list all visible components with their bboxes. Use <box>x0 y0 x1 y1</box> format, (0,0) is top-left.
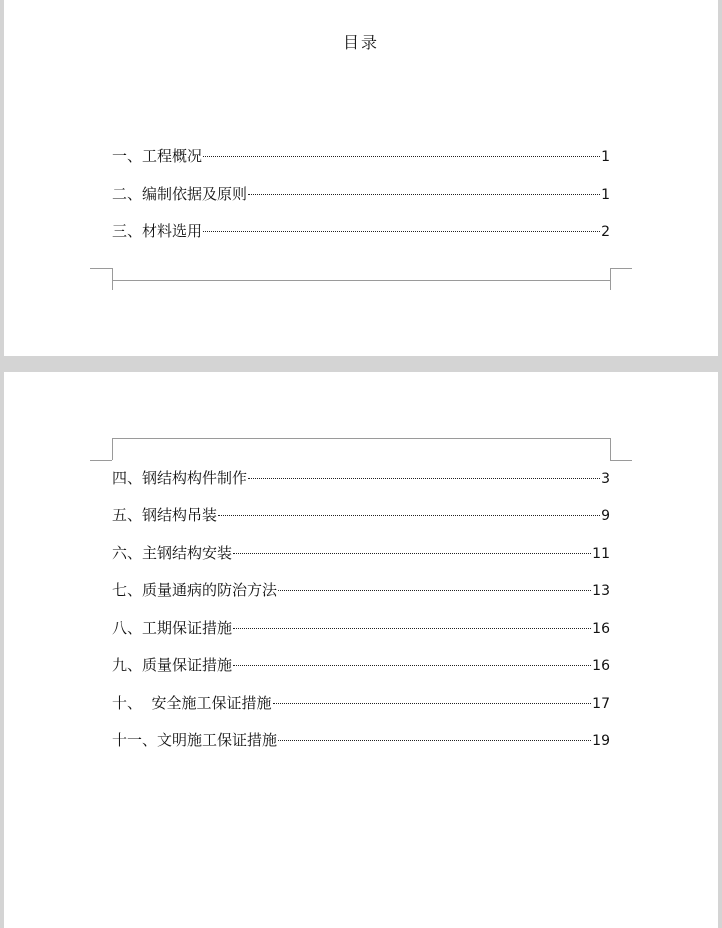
toc-dot-leader <box>248 194 600 195</box>
toc-entry-label: 八、工期保证措施 <box>112 619 233 637</box>
toc-entry-page: 9 <box>601 508 610 524</box>
toc-entry-page: 16 <box>592 658 610 674</box>
document-page-2 <box>4 372 718 928</box>
corner-mark-left <box>112 438 113 460</box>
toc-dot-leader <box>233 628 591 629</box>
toc-entry-page: 3 <box>601 471 610 487</box>
document-page-1 <box>4 0 718 356</box>
corner-mark-right <box>610 460 632 461</box>
toc-title: 目录 <box>342 33 379 52</box>
toc-dot-leader <box>218 515 600 516</box>
toc-entry-label: 七、质量通病的防治方法 <box>112 581 278 599</box>
toc-entry-page: 13 <box>592 583 610 599</box>
toc-dot-leader <box>278 740 591 741</box>
corner-mark-right <box>610 438 611 460</box>
toc-entry-page: 1 <box>601 149 610 165</box>
toc-dot-leader <box>203 231 600 232</box>
toc-dot-leader <box>248 478 600 479</box>
toc-entry[interactable] <box>112 728 610 752</box>
page-boundary-line <box>112 280 610 281</box>
toc-entry[interactable] <box>112 182 610 206</box>
toc-entry[interactable] <box>112 144 610 168</box>
toc-entry-label: 十一、文明施工保证措施 <box>112 731 278 749</box>
toc-dot-leader <box>278 590 591 591</box>
toc-entry-page: 1 <box>601 187 610 203</box>
toc-entry[interactable] <box>112 503 610 527</box>
corner-mark-left <box>90 268 112 269</box>
toc-entry-page: 2 <box>601 224 610 240</box>
toc-dot-leader <box>203 156 600 157</box>
toc-entry-page: 19 <box>592 733 610 749</box>
toc-entry[interactable] <box>112 219 610 243</box>
toc-entry[interactable] <box>112 578 610 602</box>
toc-dot-leader <box>233 553 591 554</box>
toc-entry-page: 17 <box>592 696 610 712</box>
toc-entry-label: 一、工程概况 <box>112 147 203 165</box>
toc-entry-page: 16 <box>592 621 610 637</box>
toc-entry-page: 11 <box>592 546 610 562</box>
toc-entry-label: 十、 安全施工保证措施 <box>112 694 272 712</box>
corner-mark-right <box>610 268 632 269</box>
toc-entry-label: 二、编制依据及原则 <box>112 185 248 203</box>
toc-entry-label: 五、钢结构吊装 <box>112 506 218 524</box>
toc-entry[interactable] <box>112 466 610 490</box>
toc-dot-leader <box>273 703 592 704</box>
page-boundary-line <box>112 438 610 439</box>
corner-mark-left <box>112 268 113 290</box>
toc-entry[interactable] <box>112 616 610 640</box>
toc-entry[interactable] <box>112 653 610 677</box>
toc-entry-label: 九、质量保证措施 <box>112 656 233 674</box>
toc-entry-label: 六、主钢结构安装 <box>112 544 233 562</box>
toc-entry[interactable] <box>112 541 610 565</box>
toc-dot-leader <box>233 665 591 666</box>
corner-mark-left <box>90 460 112 461</box>
toc-entry-label: 三、材料选用 <box>112 222 203 240</box>
toc-entry[interactable] <box>112 691 610 715</box>
corner-mark-right <box>610 268 611 290</box>
toc-entry-label: 四、钢结构构件制作 <box>112 469 248 487</box>
